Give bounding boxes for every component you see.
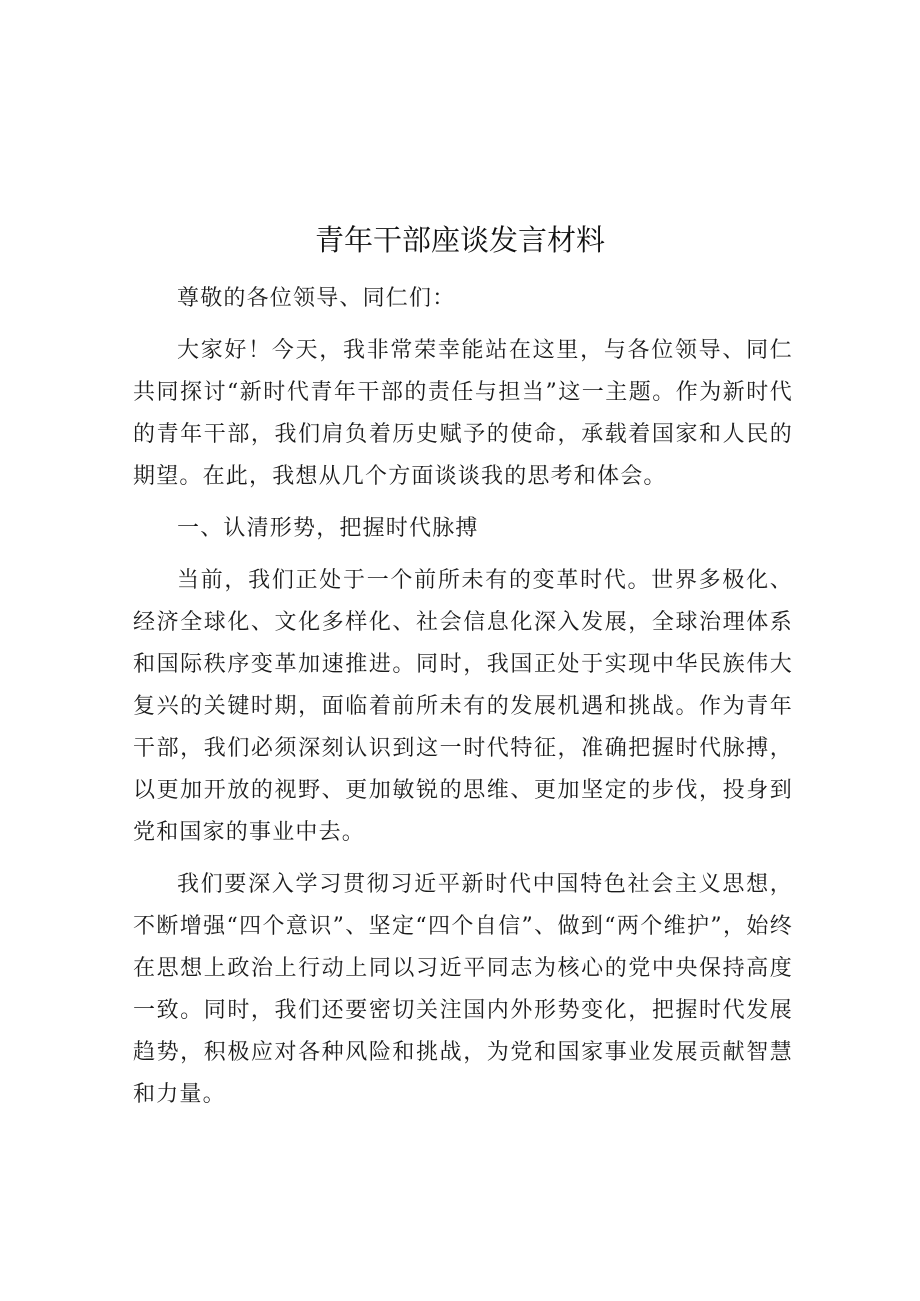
opening-paragraph: 大家好！今天，我非常荣幸能站在这里，与各位领导、同仁共同探讨“新时代青年干部的责任与担当”这一主题。作为新时代的青年干部，我们肩负着历史赋予的使命，承载着国家和人民的期望。在此，我想从几个方面谈谈我的思考和体会。 — [133, 338, 793, 489]
document-title: 青年干部座谈发言材料 — [314, 223, 605, 257]
body-paragraph: 当前，我们正处于一个前所未有的变革时代。世界多极化、经济全球化、文化多样化、社会信息化深入发展，全球治理体系和国际秩序变革加速推进。同时，我国正处于实现中华民族伟大复兴的关键时期，面临着前所未有的发展机遇和挑战。作为青年干部，我们必须深刻认识到这一时代特征，准确把握时代脉搏，以更加开放的视野、更加敏锐的思维、更加坚定的步伐，投身到党和国家的事业中去。 — [133, 568, 793, 845]
greeting-paragraph: 尊敬的各位领导、同仁们： — [177, 286, 456, 311]
document-body — [133, 278, 793, 1126]
section-heading: 一、认清形势，把握时代脉搏 — [177, 516, 479, 541]
body-paragraph: 我们要深入学习贯彻习近平新时代中国特色社会主义思想，不断增强“四个意识”、坚定“四个自信”、做到“两个维护”，始终在思想上政治上行动上同以习近平同志为核心的党中央保持高度一致。同时，我们还要密切关注国内外形势变化，把握时代发展趋势，积极应对各种风险和挑战，为党和国家事业发展贡献智慧和力量。 — [133, 872, 793, 1107]
